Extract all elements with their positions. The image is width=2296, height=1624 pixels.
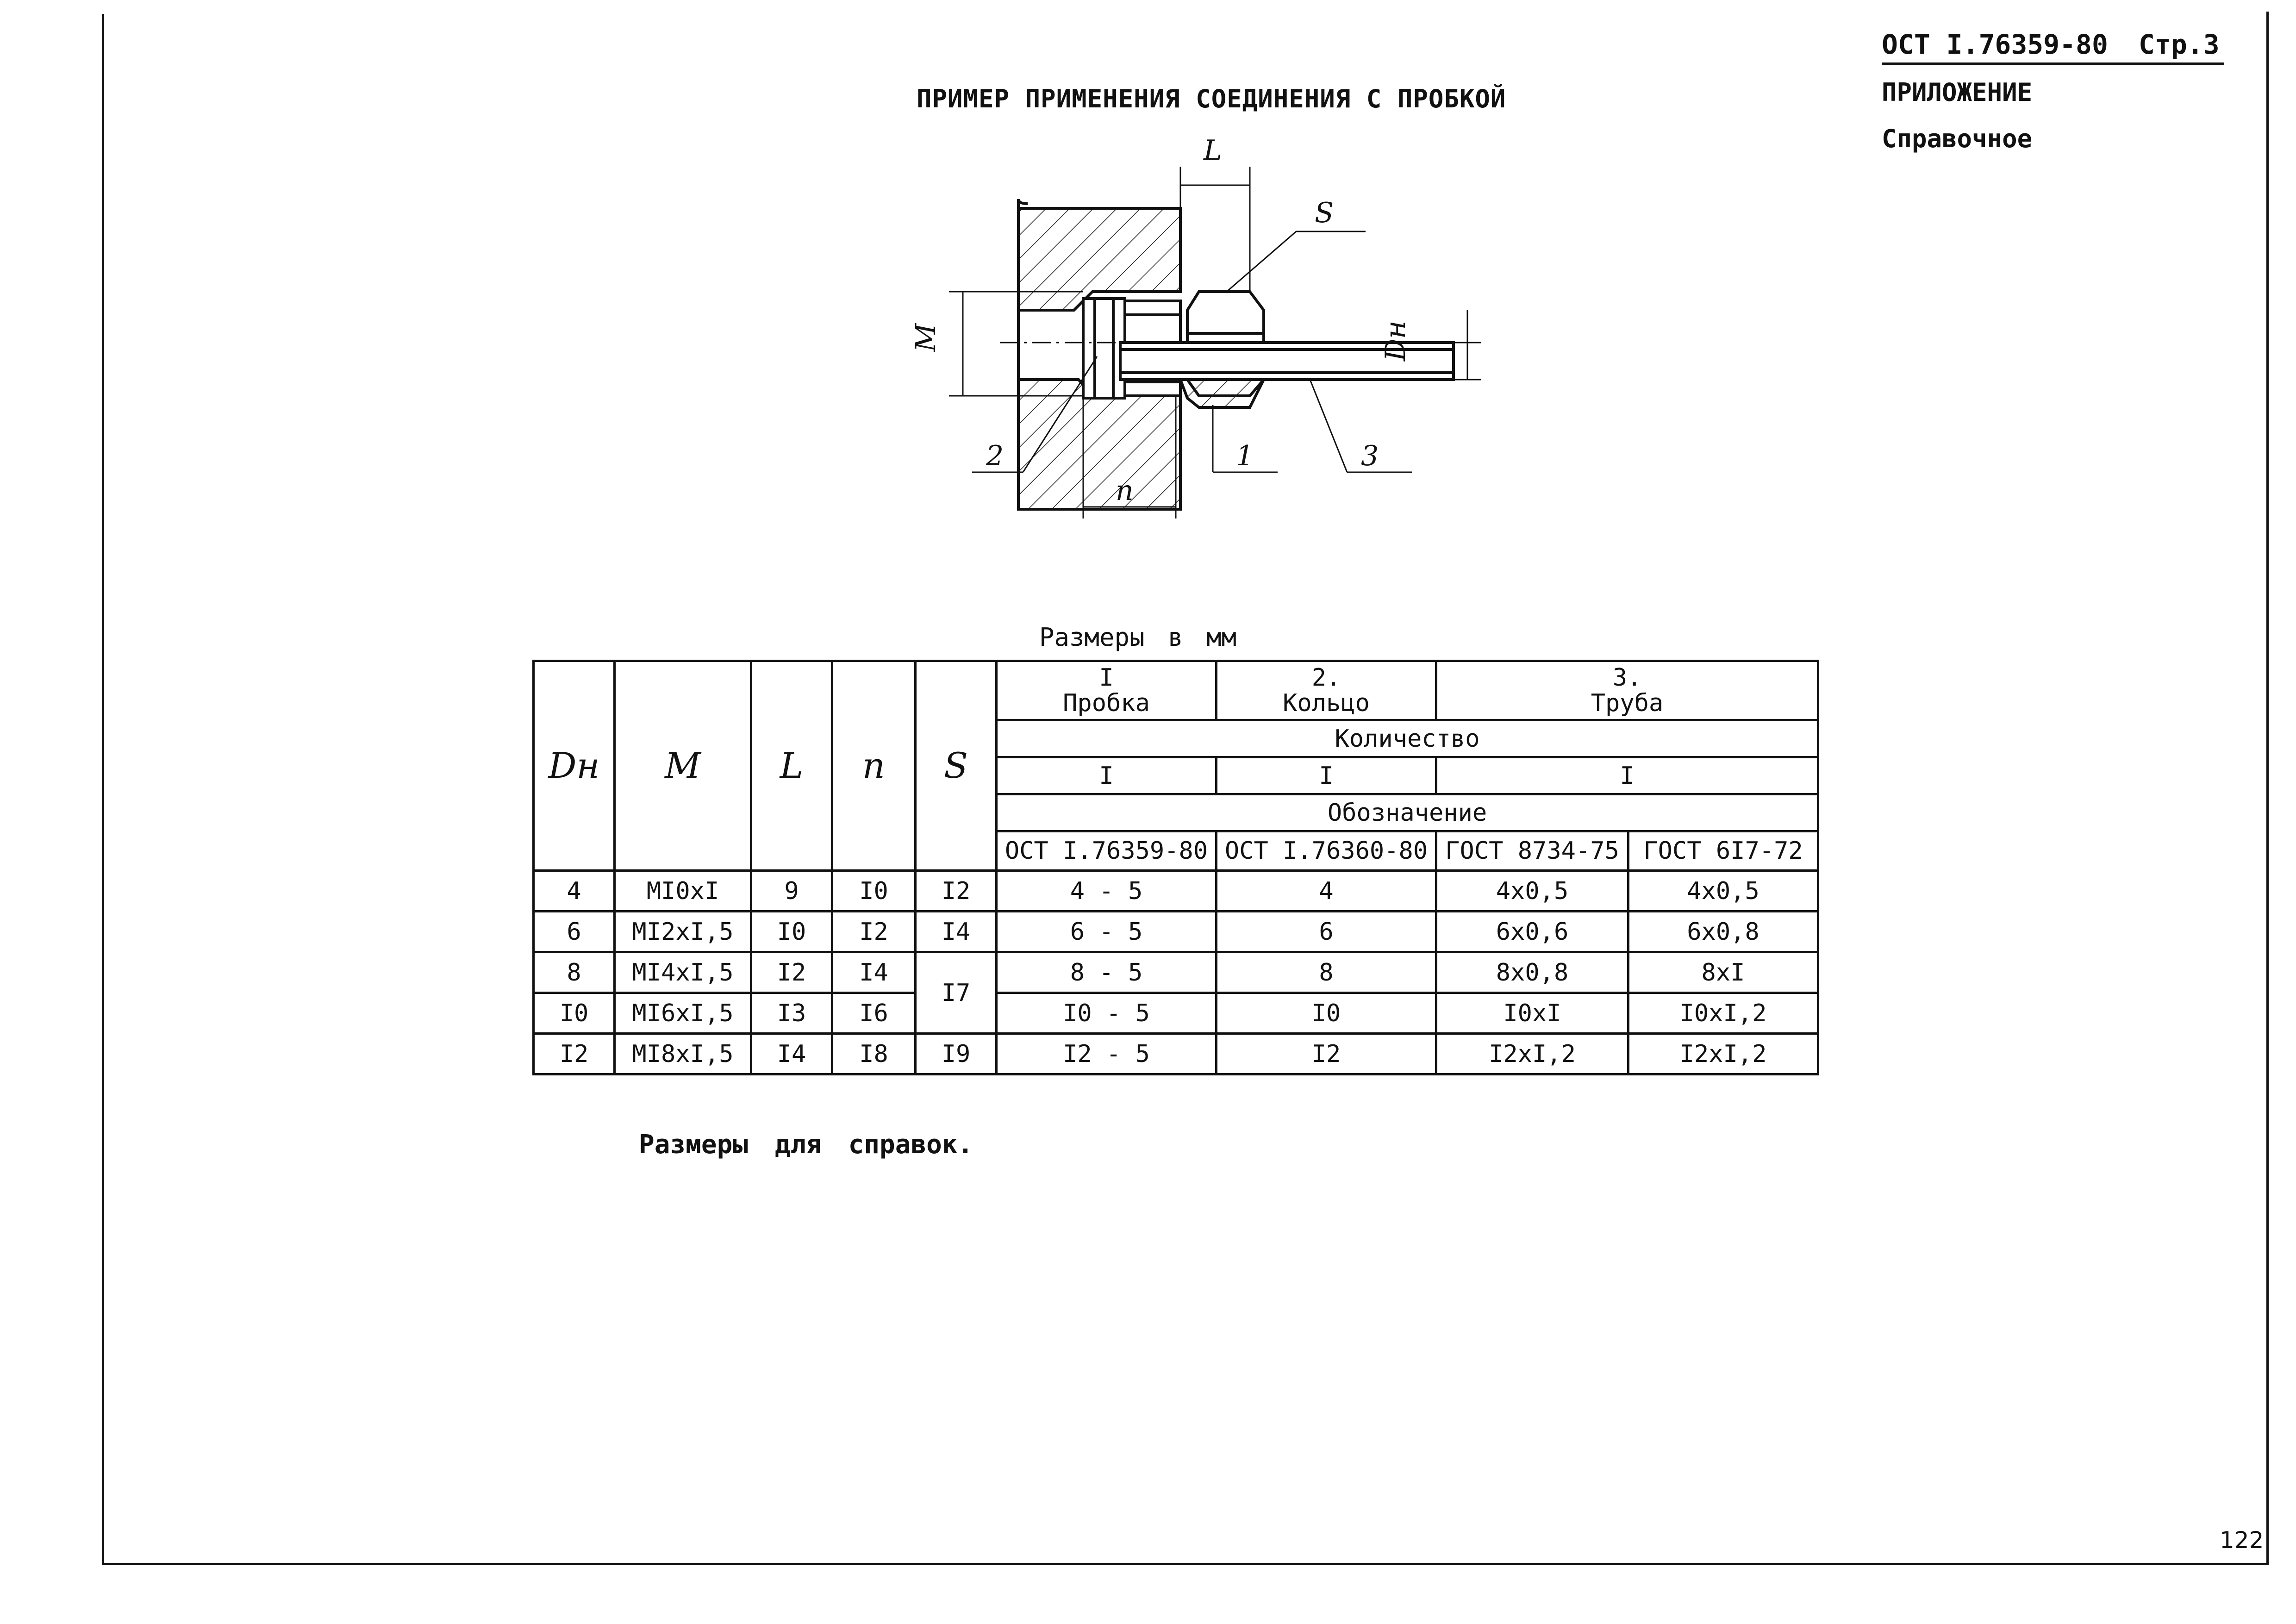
label-S: S [1315, 197, 1334, 229]
group-tube: 3. Труба [1436, 661, 1818, 720]
header-underline [1882, 62, 2224, 65]
label-L: L [1204, 139, 1222, 167]
table-row: I0 MI6xI,5 I3 I6 I0 - 5 I0 I0xI I0xI,2 [534, 993, 1818, 1034]
label-part2: 2 [986, 440, 1004, 472]
designation-label: Обозначение [997, 794, 1818, 831]
housing-upper [1018, 208, 1180, 310]
page-title: ПРИМЕР ПРИМЕНЕНИЯ СОЕДИНЕНИЯ С ПРОБКОЙ [917, 84, 1506, 113]
table-row: I2 MI8xI,5 I4 I8 I9 I2 - 5 I2 I2xI,2 I2xI,2 [534, 1034, 1818, 1074]
label-n: n [1116, 475, 1134, 507]
designation-plug: ОСТ I.76359-80 [997, 831, 1217, 871]
group-ring: 2. Кольцо [1217, 661, 1436, 720]
designation-tube-2: ГОСТ 6I7-72 [1628, 831, 1818, 871]
ring [1180, 380, 1264, 407]
label-Dn: Dн [1379, 320, 1412, 361]
dimensions-table [532, 660, 1819, 1075]
appendix-label: ПРИЛОЖЕНИЕ [1882, 78, 2033, 107]
table-row: 4 MI0xI 9 I0 I2 4 - 5 4 4x0,5 4x0,5 [534, 871, 1818, 912]
label-part1: 1 [1236, 440, 1254, 472]
document-code: ОСТ I.76359-80 [1882, 29, 2108, 60]
units-caption: Размеры в мм [1039, 623, 1237, 652]
label-M: M [910, 323, 942, 352]
col-header-l: L [751, 661, 832, 871]
col-header-n: n [832, 661, 916, 871]
designation-tube-1: ГОСТ 8734-75 [1436, 831, 1628, 871]
col-header-m: M [615, 661, 751, 871]
frame-right-border [2266, 12, 2269, 1565]
table-row: 6 MI2xI,5 I0 I2 I4 6 - 5 6 6x0,6 6x0,8 [534, 912, 1818, 952]
group-plug: I Пробка [997, 661, 1217, 720]
table-row: 8 MI4xI,5 I2 I4 I7 8 - 5 8 8x0,8 8xI [534, 952, 1818, 993]
frame-left-border [102, 14, 104, 1565]
col-header-dn: Dн [534, 661, 615, 871]
quantity-ring: I [1217, 757, 1436, 794]
connection-drawing [880, 139, 1481, 556]
designation-ring: ОСТ I.76360-80 [1217, 831, 1436, 871]
frame-bottom-border [102, 1563, 2269, 1565]
page-label: Стр.3 [2139, 29, 2220, 60]
reference-label: Справочное [1882, 124, 2033, 153]
col-header-s: S [916, 661, 997, 871]
quantity-label: Количество [997, 720, 1818, 757]
page-number: 122 [2220, 1527, 2264, 1554]
quantity-plug: I [997, 757, 1217, 794]
label-part3: 3 [1361, 440, 1379, 472]
quantity-tube: I [1436, 757, 1818, 794]
plug [1083, 299, 1125, 398]
reference-note: Размеры для справок. [639, 1130, 973, 1160]
